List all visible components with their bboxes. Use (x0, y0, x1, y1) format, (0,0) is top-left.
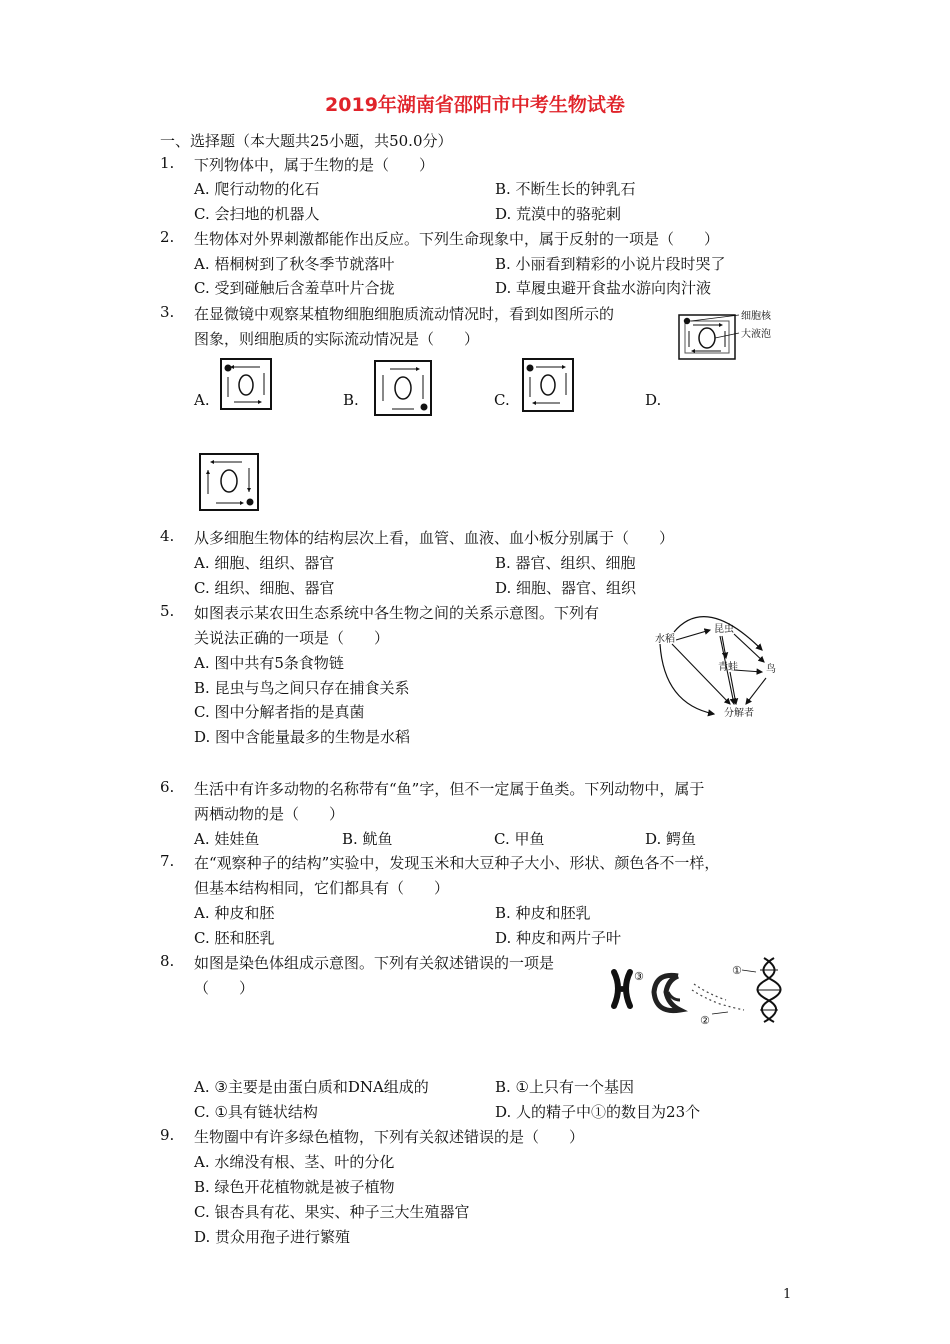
q3-option-a-figure (218, 355, 274, 413)
q4-stem: 从多细胞生物体的结构层次上看，血管、血液、血小板分别属于（ ） (194, 529, 675, 547)
q8-number: 8. (160, 952, 175, 970)
q3-option-c-label: C. (494, 391, 510, 409)
node-bird: 鸟 (766, 664, 776, 675)
section-heading: 一、选择题（本大题共25小题，共50.0分） (160, 132, 453, 150)
q4-option-b: B. 器官、组织、细胞 (495, 554, 636, 572)
q6-option-b: B. 鱿鱼 (342, 830, 393, 848)
q7-stem-line1: 在“观察种子的结构”实验中，发现玉米和大豆种子大小、形状、颜色各不一样， (194, 854, 720, 872)
q3-number: 3. (160, 303, 175, 321)
page-title: 2019年湖南省邵阳市中考生物试卷 (325, 94, 625, 116)
q3-option-b-label: B. (343, 391, 359, 409)
q9-option-a: A. 水绵没有根、茎、叶的分化 (194, 1153, 395, 1171)
marker-2: ② (700, 1014, 710, 1027)
q9-option-d: D. 贯众用孢子进行繁殖 (194, 1228, 351, 1246)
node-insect: 昆虫 (714, 624, 734, 635)
q4-number: 4. (160, 527, 175, 545)
node-frog: 青蛙 (718, 662, 738, 673)
q5-stem-line2: 关说法正确的一项是（ ） (194, 629, 390, 647)
q7-option-c: C. 胚和胚乳 (194, 929, 275, 947)
label-vacuole: 大液泡 (741, 329, 771, 340)
q6-option-c: C. 甲鱼 (494, 830, 545, 848)
q3-stem-line1: 在显微镜中观察某植物细胞细胞质流动情况时，看到如图所示的 (194, 305, 615, 323)
q6-stem-line2: 两栖动物的是（ ） (194, 805, 345, 823)
q2-option-b: B. 小丽看到精彩的小说片段时哭了 (495, 255, 726, 273)
q2-option-c: C. 受到碰触后含羞草叶片合拢 (194, 279, 395, 297)
q3-option-d-figure (196, 450, 262, 514)
q7-stem-line2: 但基本结构相同，它们都具有（ ） (194, 879, 450, 897)
q3-option-a-label: A. (194, 391, 210, 409)
q5-number: 5. (160, 602, 175, 620)
q3-option-b-figure (372, 357, 436, 419)
q5-stem-line1: 如图表示某农田生态系统中各生物之间的关系示意图。下列有 (194, 604, 600, 622)
q6-stem-line1: 生活中有许多动物的名称带有“鱼”字，但不一定属于鱼类。下列动物中，属于 (194, 780, 705, 798)
q8-option-a: A. ③主要是由蛋白质和DNA组成的 (194, 1078, 429, 1096)
q8-stem-line2: （ ） (194, 979, 255, 997)
node-rice: 水稻 (655, 634, 675, 645)
q1-number: 1. (160, 154, 175, 172)
q5-option-a: A. 图中共有5条食物链 (194, 654, 344, 672)
q6-number: 6. (160, 778, 175, 796)
q4-option-a: A. 细胞、组织、器官 (194, 554, 335, 572)
q6-option-a: A. 娃娃鱼 (194, 830, 260, 848)
q8-option-b: B. ①上只有一个基因 (495, 1078, 635, 1096)
q7-option-b: B. 种皮和胚乳 (495, 904, 591, 922)
q8-chromosome-figure (608, 950, 788, 1030)
label-nucleus: 细胞核 (741, 311, 771, 322)
q9-option-b: B. 绿色开花植物就是被子植物 (194, 1178, 395, 1196)
q5-option-b: B. 昆虫与鸟之间只存在捕食关系 (194, 679, 410, 697)
marker-3: ③ (634, 970, 644, 983)
q3-stem-line2: 图象，则细胞质的实际流动情况是（ ） (194, 330, 480, 348)
q1-option-c: C. 会扫地的机器人 (194, 205, 320, 223)
q2-number: 2. (160, 228, 175, 246)
q3-option-c-figure (520, 355, 576, 415)
q5-option-c: C. 图中分解者指的是真菌 (194, 703, 365, 721)
q3-option-d-label: D. (645, 391, 662, 409)
q2-option-a: A. 梧桐树到了秋冬季节就落叶 (194, 255, 395, 273)
q9-stem: 生物圈中有许多绿色植物，下列有关叙述错误的是（ ） (194, 1128, 585, 1146)
q8-stem-line1: 如图是染色体组成示意图。下列有关叙述错误的一项是 (194, 954, 555, 972)
q2-option-d: D. 草履虫避开食盐水游向肉汁液 (495, 279, 712, 297)
q1-option-a: A. 爬行动物的化石 (194, 180, 320, 198)
q5-option-d: D. 图中含能量最多的生物是水稻 (194, 728, 411, 746)
q7-option-a: A. 种皮和胚 (194, 904, 275, 922)
q6-option-d: D. 鳄鱼 (645, 830, 697, 848)
q8-option-c: C. ①具有链状结构 (194, 1103, 318, 1121)
page-number: 1 (783, 1287, 792, 1302)
q9-number: 9. (160, 1126, 175, 1144)
q3-reference-figure (673, 307, 793, 365)
q1-option-d: D. 荒漠中的骆驼刺 (495, 205, 622, 223)
q7-number: 7. (160, 852, 175, 870)
q7-option-d: D. 种皮和两片子叶 (495, 929, 622, 947)
q4-option-d: D. 细胞、器官、组织 (495, 579, 637, 597)
node-decomposer: 分解者 (724, 708, 754, 719)
q1-stem: 下列物体中，属于生物的是（ ） (194, 156, 435, 174)
marker-1: ① (732, 964, 742, 977)
q4-option-c: C. 组织、细胞、器官 (194, 579, 335, 597)
q2-stem: 生物体对外界刺激都能作出反应。下列生命现象中，属于反射的一项是（ ） (194, 230, 720, 248)
q8-option-d: D. 人的精子中①的数目为23个 (495, 1103, 701, 1121)
q1-option-b: B. 不断生长的钟乳石 (495, 180, 636, 198)
q5-foodweb-diagram (650, 600, 782, 722)
q9-option-c: C. 银杏具有花、果实、种子三大生殖器官 (194, 1203, 470, 1221)
